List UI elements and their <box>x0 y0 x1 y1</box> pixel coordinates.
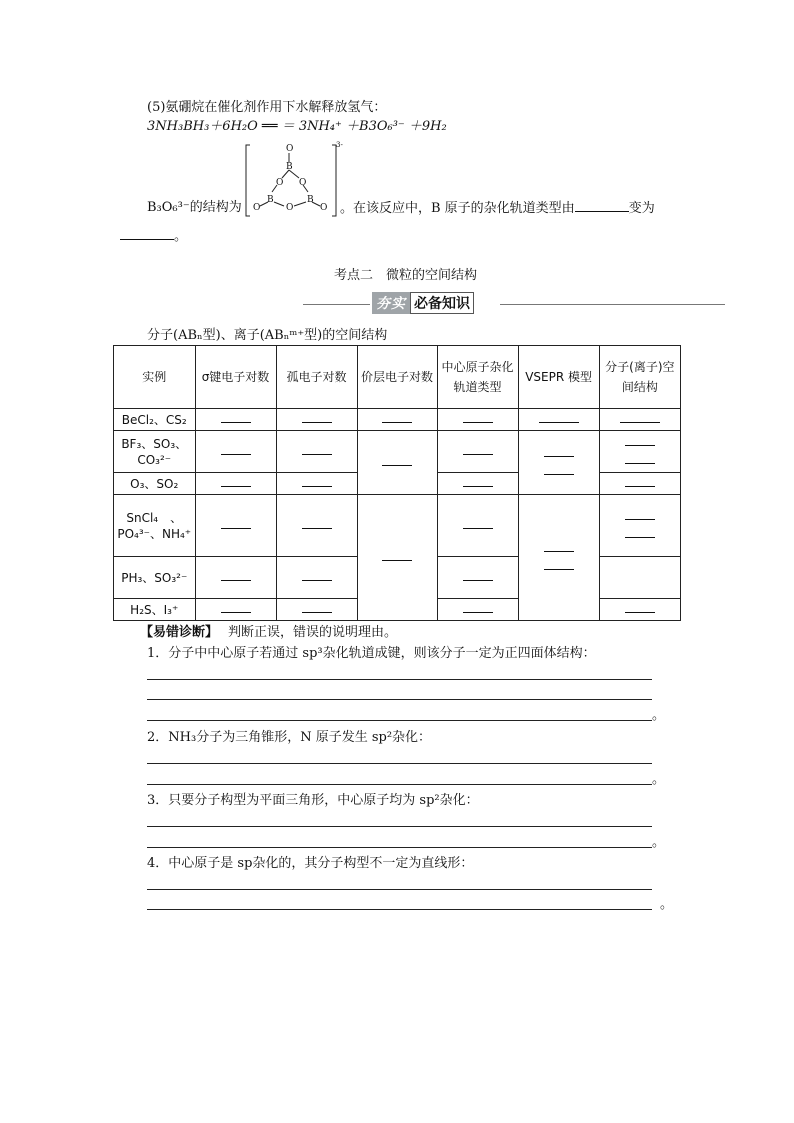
question5-equation: 3NH₃BH₃＋6H₂O ══ ＝ 3NH₄⁺ ＋B3O₆³⁻ ＋9H₂ <box>147 119 447 134</box>
answer-line <box>147 889 652 890</box>
atom-o-bottom: O <box>286 203 294 213</box>
example-cell: O₃、SO₂ <box>114 473 196 495</box>
answer-end-mark: 。 <box>660 897 674 912</box>
answer-line <box>147 679 652 680</box>
header-valence-pairs: 价层电子对数 <box>357 346 437 409</box>
blank-hybrid-from <box>575 199 629 212</box>
answer-blank <box>463 446 493 455</box>
atom-b-right: B <box>307 195 314 205</box>
header-lone-pairs: 孤电子对数 <box>276 346 357 409</box>
answer-end-mark: 。 <box>652 772 666 787</box>
answer-blank <box>544 448 574 457</box>
change-word: 变为 <box>628 201 655 216</box>
answer-blank <box>625 455 655 464</box>
answer-end-mark: 。 <box>652 835 666 850</box>
header-vsepr: VSEPR 模型 <box>518 346 599 409</box>
question5-line2 <box>120 227 187 246</box>
diagnosis-heading: 【易错诊断】 <box>140 625 219 640</box>
answer-blank <box>302 520 332 529</box>
answer-blank <box>302 572 332 581</box>
answer-blank <box>539 414 579 423</box>
question5-intro: (5)氨硼烷在催化剂作用下水解释放氢气： <box>147 100 387 115</box>
atom-b-left: B <box>267 195 274 205</box>
answer-blank <box>221 446 251 455</box>
diagnosis-instruction: 判断正误，错误的说明理由。 <box>228 625 398 640</box>
table-row <box>114 431 681 473</box>
answer-blank <box>463 572 493 581</box>
diagnosis-item-2: 2．NH₃分子为三角锥形，N 原子发生 sp²杂化： <box>147 730 432 745</box>
answer-line <box>147 784 652 785</box>
answer-blank <box>463 520 493 529</box>
section-title: 考点二 微粒的空间结构 <box>334 268 478 283</box>
example-cell: BF₃、SO₃、CO₃²⁻ <box>114 431 196 473</box>
table-row <box>114 495 681 557</box>
atom-o-top: O <box>286 144 294 154</box>
answer-blank <box>625 529 655 538</box>
structure-charge: 3- <box>336 141 343 149</box>
answer-blank <box>302 446 332 455</box>
answer-blank <box>382 414 412 423</box>
answer-blank <box>620 414 660 423</box>
answer-line <box>147 699 652 700</box>
table-subtitle: 分子(ABₙ型)、离子(ABₙᵐ⁺型)的空间结构 <box>147 328 388 343</box>
end-mark: 。 <box>174 229 188 244</box>
answer-blank <box>625 437 655 446</box>
answer-line <box>147 909 652 910</box>
banner-badge: 夯实 <box>372 292 410 314</box>
structure-prefix: B₃O₆³⁻的结构为 <box>147 200 242 215</box>
answer-blank <box>221 572 251 581</box>
answer-blank <box>382 552 412 561</box>
answer-blank <box>302 604 332 613</box>
answer-blank <box>544 561 574 570</box>
header-example: 实例 <box>114 346 196 409</box>
example-cell: H₂S、I₃⁺ <box>114 599 196 621</box>
banner-line-left <box>303 304 370 305</box>
atom-o-left: O <box>276 178 284 188</box>
example-cell: PH₃、SO₃²⁻ <box>114 557 196 599</box>
banner-line-right <box>500 304 725 305</box>
atom-o-right: O <box>299 178 307 188</box>
answer-blank <box>221 414 251 423</box>
blank-hybrid-to <box>120 227 174 240</box>
answer-blank <box>544 543 574 552</box>
answer-blank <box>302 414 332 423</box>
answer-blank <box>221 478 251 487</box>
header-hybridization: 中心原子杂化轨道类型 <box>437 346 518 409</box>
answer-blank <box>382 457 412 466</box>
answer-blank <box>221 520 251 529</box>
answer-line <box>147 763 652 764</box>
header-shape: 分子(离子)空间结构 <box>599 346 680 409</box>
answer-line <box>147 720 652 721</box>
section-banner <box>372 292 474 314</box>
answer-blank <box>625 604 655 613</box>
header-sigma-pairs: σ键电子对数 <box>195 346 276 409</box>
diagnosis-item-4: 4．中心原子是 sp杂化的，其分子构型不一定为直线形： <box>147 856 474 871</box>
answer-blank <box>302 478 332 487</box>
table-header-row <box>114 346 681 409</box>
answer-blank <box>463 604 493 613</box>
structure-table <box>113 345 681 621</box>
structure-suffix-line <box>340 199 655 218</box>
atom-b-top: B <box>286 162 293 172</box>
b3o6-structure-diagram <box>244 140 344 220</box>
diagnosis-item-1: 1．分子中中心原子若通过 sp³杂化轨道成键，则该分子一定为正四面体结构： <box>147 646 596 661</box>
answer-blank <box>625 511 655 520</box>
answer-blank <box>221 604 251 613</box>
example-cell: BeCl₂、CS₂ <box>114 409 196 431</box>
atom-o-outer-left: O <box>253 203 261 213</box>
answer-end-mark: 。 <box>652 708 666 723</box>
diagnosis-header <box>140 624 397 642</box>
table-row <box>114 409 681 431</box>
answer-line <box>147 847 652 848</box>
banner-label: 必备知识 <box>410 292 474 314</box>
example-cell: SnCl₄ 、PO₄³⁻、NH₄⁺ <box>114 495 196 557</box>
answer-blank <box>625 478 655 487</box>
answer-line <box>147 826 652 827</box>
answer-blank <box>463 478 493 487</box>
structure-suffix: 。在该反应中，B 原子的杂化轨道类型由 <box>340 201 575 216</box>
answer-blank <box>544 466 574 475</box>
atom-o-outer-right: O <box>320 203 328 213</box>
diagnosis-item-3: 3．只要分子构型为平面三角形，中心原子均为 sp²杂化： <box>147 793 479 808</box>
answer-blank <box>463 414 493 423</box>
